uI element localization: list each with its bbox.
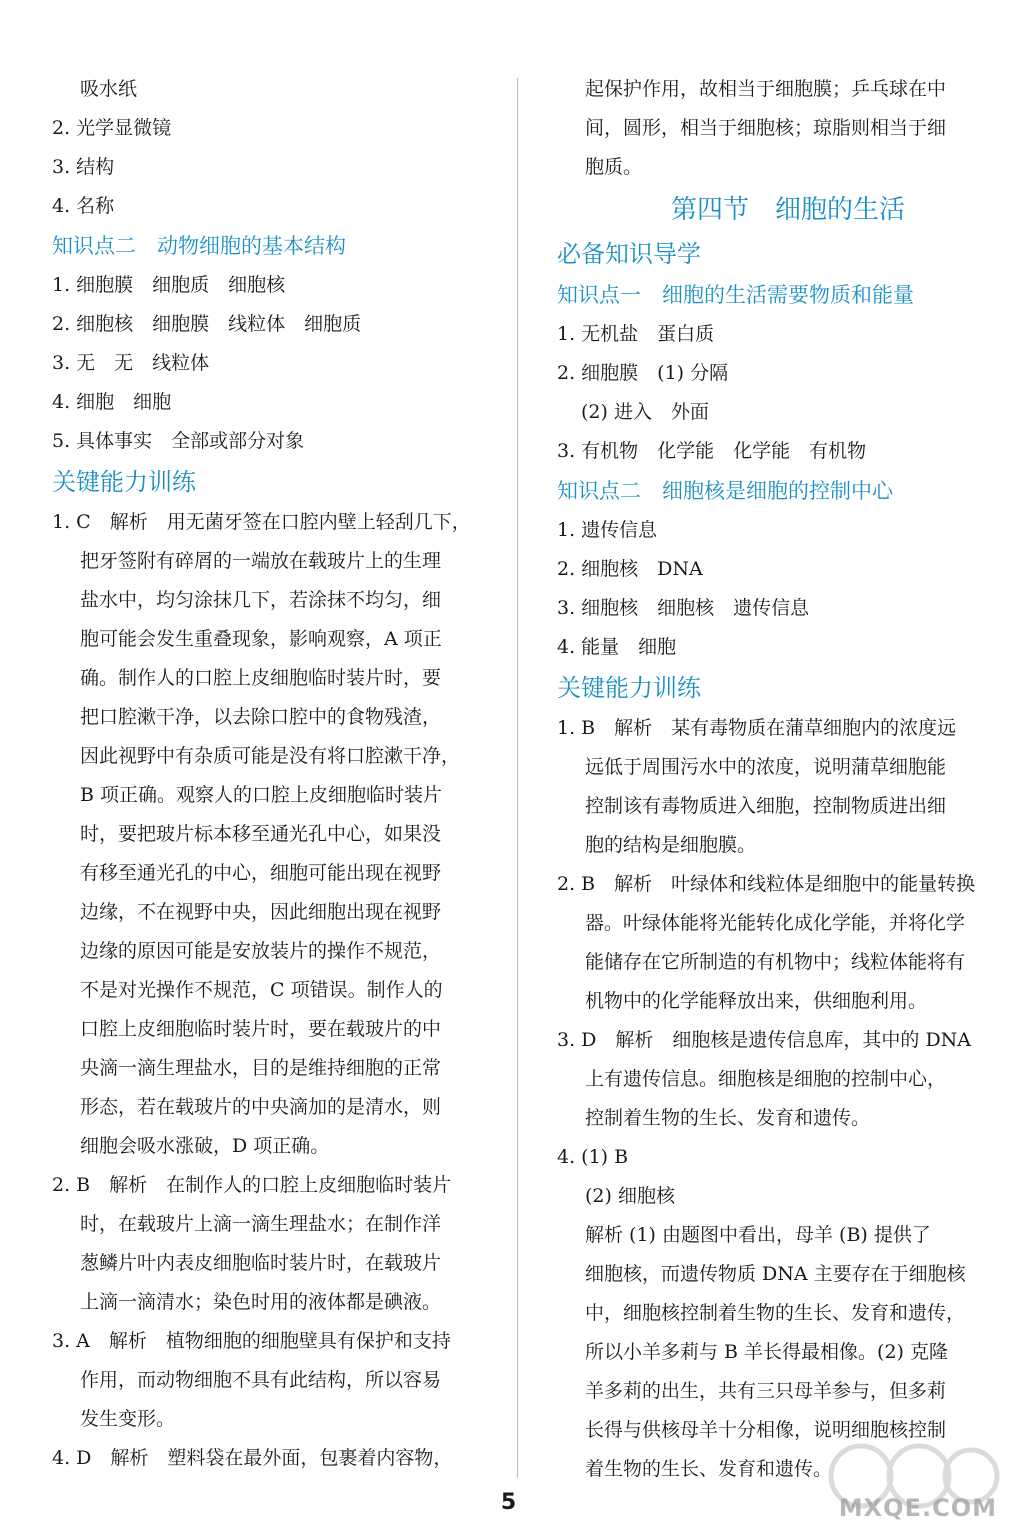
text-line: 羊多莉的出生，共有三只母羊参与，但多莉 [585,1380,947,1402]
text-line: 所以小羊多莉与 B 羊长得最相像。(2) 克隆 [585,1341,948,1363]
text-line: 上有遗传信息。细胞核是细胞的控制中心， [585,1068,947,1090]
text-line: 长得与供核母羊十分相像，说明细胞核控制 [585,1419,947,1441]
text-line: 4. 名称 [52,195,115,217]
text-line: 吸水纸 [80,78,138,100]
text-line: B 项正确。观察人的口腔上皮细胞临时装片 [80,784,443,806]
text-line: 作用，而动物细胞不具有此结构，所以容易 [80,1369,442,1391]
text-line: 胞质。 [585,156,643,178]
column-divider [517,78,518,1478]
text-line: 确。制作人的口腔上皮细胞临时装片时，要 [80,667,442,689]
text-line: 不是对光操作不规范，C 项错误。制作人的 [80,979,443,1001]
text-line: 因此视野中有杂质可能是没有将口腔漱干净， [80,745,461,767]
text-line: 3. 细胞核 细胞核 遗传信息 [557,597,810,619]
text-line: 细胞会吸水涨破，D 项正确。 [80,1135,330,1157]
page-number: 5 [500,1490,517,1515]
text-line: 1. 无机盐 蛋白质 [557,323,715,345]
text-line: 把牙签附有碎屑的一端放在载玻片上的生理 [80,550,442,572]
text-line: 4. (1) B [557,1146,629,1168]
text-line: 上滴一滴清水；染色时用的液体都是碘液。 [80,1291,442,1313]
text-line: 把口腔漱干净，以去除口腔中的食物残渣， [80,706,442,728]
section-heading: 知识点二 动物细胞的基本结构 [52,234,346,258]
text-line: 3. 有机物 化学能 化学能 有机物 [557,440,867,462]
text-line: (2) 细胞核 [585,1185,675,1207]
text-line: 1. 遗传信息 [557,519,658,541]
section-heading: 第四节 细胞的生活 [670,195,905,225]
text-line: 4. D 解析 塑料袋在最外面，包裹着内容物， [52,1447,453,1469]
text-line: 有移至通光孔的中心，细胞可能出现在视野 [80,862,442,884]
text-line: 3. 无 无 线粒体 [52,352,210,374]
text-line: 1. C 解析 用无菌牙签在口腔内壁上轻刮几下， [52,511,471,533]
text-line: 着生物的生长、发育和遗传。 [585,1458,833,1480]
text-line: (2) 进入 外面 [581,401,709,423]
text-line: 中，细胞核控制着生物的生长、发育和遗传， [585,1302,966,1324]
text-line: 细胞核，而遗传物质 DNA 主要存在于细胞核 [585,1263,966,1285]
text-line: 3. A 解析 植物细胞的细胞壁具有保护和支持 [52,1330,451,1352]
right-column [557,70,989,1489]
section-heading: 知识点二 细胞核是细胞的控制中心 [557,479,893,503]
text-line: 2. 细胞膜 (1) 分隔 [557,362,729,384]
text-line: 器。叶绿体能将光能转化成化学能，并将化学 [585,912,966,934]
text-line: 时，在载玻片上滴一滴生理盐水；在制作洋 [80,1213,442,1235]
text-line: 1. 细胞膜 细胞质 细胞核 [52,274,286,296]
text-line: 起保护作用，故相当于细胞膜；乒乓球在中 [585,78,947,100]
text-line: 4. 细胞 细胞 [52,391,172,413]
text-line: 发生变形。 [80,1408,176,1430]
text-line: 2. B 解析 在制作人的口腔上皮细胞临时装片 [52,1174,452,1196]
text-line: 4. 能量 细胞 [557,636,677,658]
text-line: 2. B 解析 叶绿体和线粒体是细胞中的能量转换 [557,873,976,895]
text-line: 形态，若在载玻片的中央滴加的是清水，则 [80,1096,442,1118]
section-heading: 必备知识导学 [557,240,701,268]
text-line: 间，圆形，相当于细胞核；琼脂则相当于细 [585,117,947,139]
text-line: 解析 (1) 由题图中看出，母羊 (B) 提供了 [585,1224,931,1246]
text-line: 边缘，不在视野中央，因此细胞出现在视野 [80,901,442,923]
text-line: 盐水中，均匀涂抹几下，若涂抹不均匀，细 [80,589,442,611]
watermark-text: MXQE.COM [838,1494,997,1522]
left-column [52,70,492,1478]
text-line: 3. D 解析 细胞核是遗传信息库，其中的 DNA [557,1029,972,1051]
section-heading: 关键能力训练 [52,468,196,496]
section-heading: 知识点一 细胞的生活需要物质和能量 [557,283,914,307]
text-line: 机物中的化学能释放出来，供细胞利用。 [585,990,928,1012]
text-line: 2. 细胞核 细胞膜 线粒体 细胞质 [52,313,362,335]
text-line: 3. 结构 [52,156,115,178]
text-line: 边缘的原因可能是安放装片的操作不规范， [80,940,442,962]
section-heading: 关键能力训练 [557,674,701,702]
text-line: 时，要把玻片标本移至通光孔中心，如果没 [80,823,442,845]
text-line: 1. B 解析 某有毒物质在蒲草细胞内的浓度远 [557,717,957,739]
text-line: 5. 具体事实 全部或部分对象 [52,430,305,452]
text-line: 远低于周围污水中的浓度，说明蒲草细胞能 [585,756,947,778]
text-line: 控制着生物的生长、发育和遗传。 [585,1107,871,1129]
text-line: 胞可能会发生重叠现象，影响观察，A 项正 [80,628,442,650]
text-line: 2. 光学显微镜 [52,117,172,139]
text-line: 胞的结构是细胞膜。 [585,834,757,856]
text-line: 葱鳞片叶内表皮细胞临时装片时，在载玻片 [80,1252,442,1274]
text-line: 控制该有毒物质进入细胞，控制物质进出细 [585,795,947,817]
text-line: 口腔上皮细胞临时装片时，要在载玻片的中 [80,1018,442,1040]
text-line: 央滴一滴生理盐水，目的是维持细胞的正常 [80,1057,442,1079]
text-line: 2. 细胞核 DNA [557,558,703,580]
text-line: 能储存在它所制造的有机物中；线粒体能将有 [585,951,966,973]
